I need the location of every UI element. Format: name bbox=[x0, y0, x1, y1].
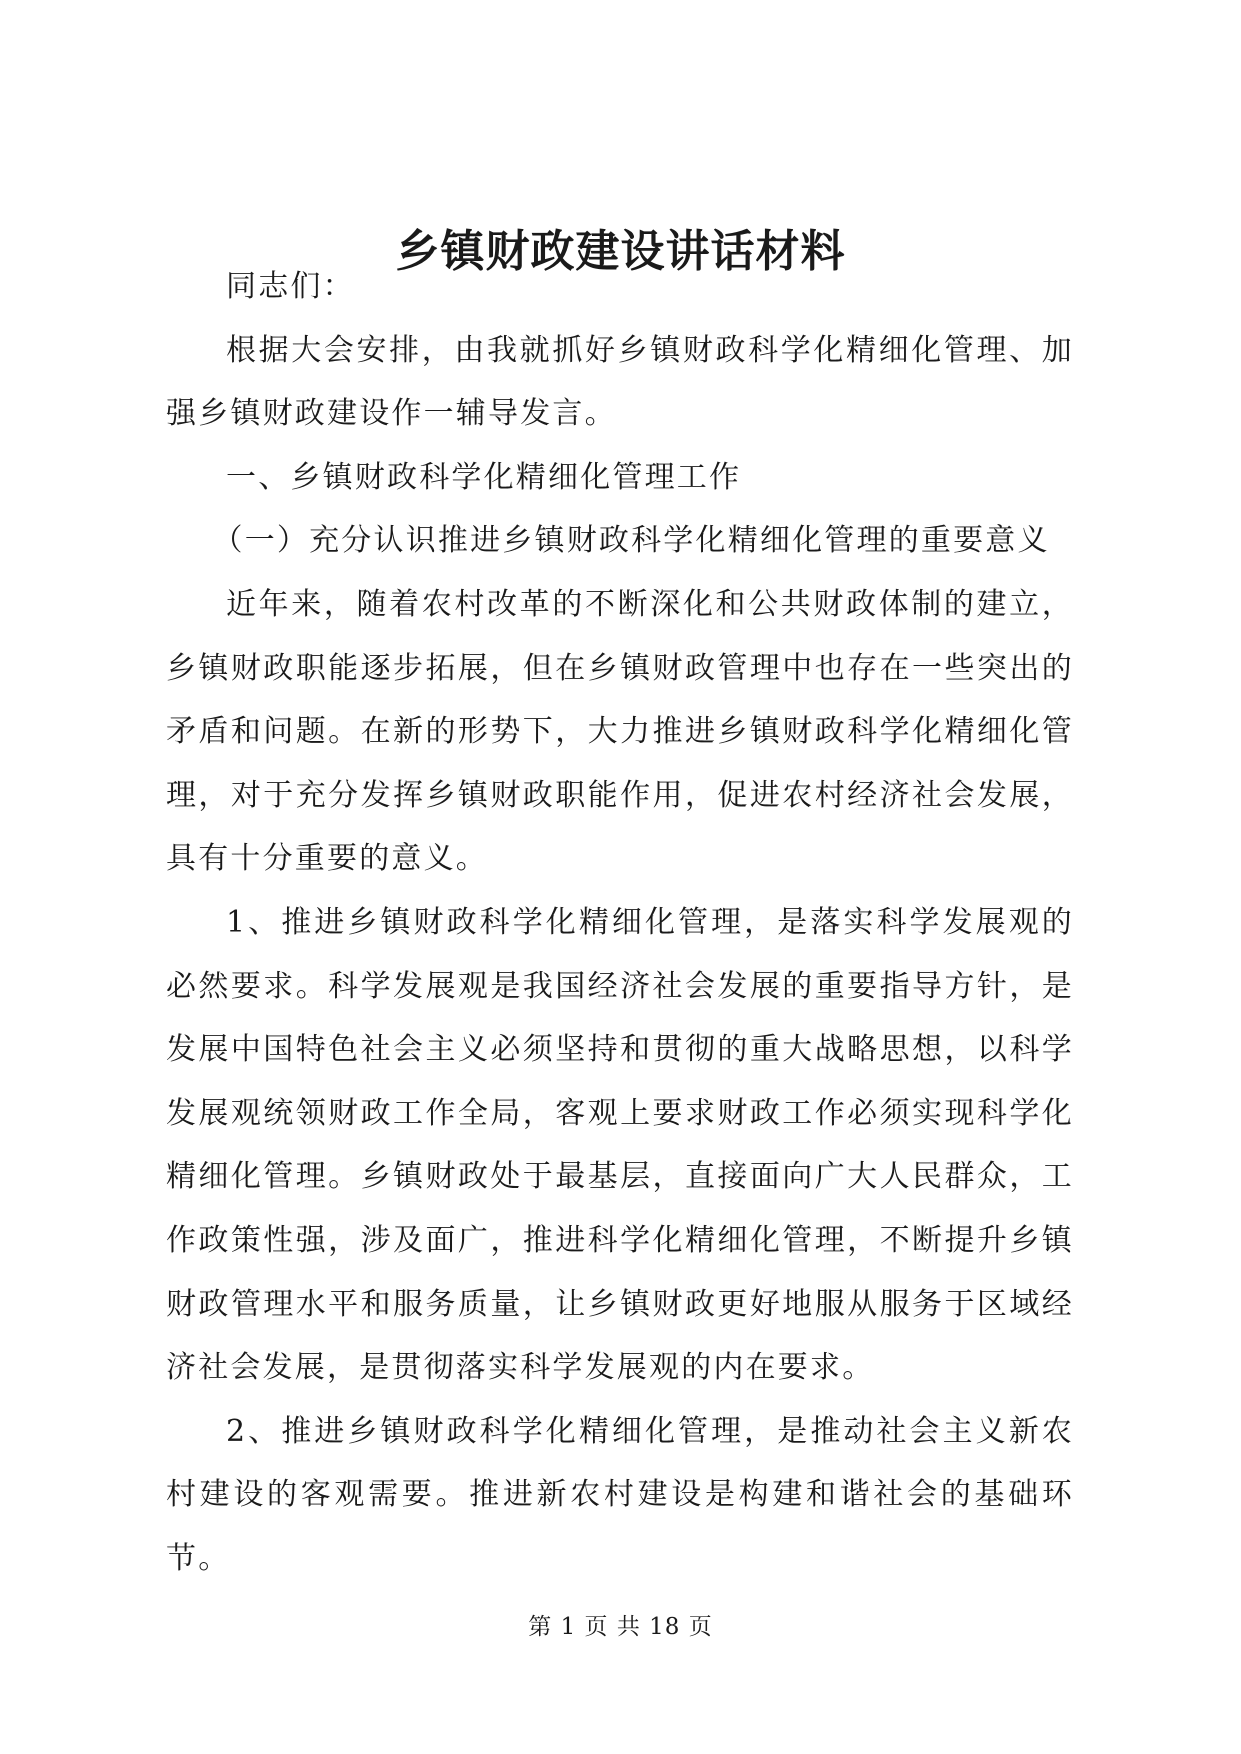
section-heading-1: 一、乡镇财政科学化精细化管理工作 bbox=[226, 459, 742, 495]
paragraph-background: 近年来，随着农村改革的不断深化和公共财政体制的建立，乡镇财政职能逐步拓展，但在乡镇财政管理中也存在一些突出的矛盾和问题。在新的形势下，大力推进乡镇财政科学化精细化管理，对于充分发挥乡镇财政职能作用，促进农村经济社会发展，具有十分重要的意义。 bbox=[166, 586, 1074, 877]
document-title: 乡镇财政建设讲话材料 bbox=[395, 226, 846, 277]
page-footer: 第 1 页 共 18 页 bbox=[528, 1614, 713, 1640]
paragraph-intro: 根据大会安排，由我就抓好乡镇财政科学化精细化管理、加强乡镇财政建设作一辅导发言。 bbox=[166, 332, 1074, 432]
document-body bbox=[166, 255, 1074, 1590]
subsection-heading-1: （一）充分认识推进乡镇财政科学化精细化管理的重要意义 bbox=[212, 523, 1050, 559]
paragraph-point-2: 2、推进乡镇财政科学化精细化管理，是推动社会主义新农村建设的客观需要。推进新农村建设是构建和谐社会的基础环节。 bbox=[166, 1413, 1074, 1576]
salutation: 同志们： bbox=[226, 269, 355, 304]
paragraph-point-1: 1、推进乡镇财政科学化精细化管理，是落实科学发展观的必然要求。科学发展观是我国经济社会发展的重要指导方针，是发展中国特色社会主义必须坚持和贯彻的重大战略思想，以科学发展观统领财政工作全局，客观上要求财政工作必须实现科学化精细化管理。乡镇财政处于最基层，直接面向广大人民群众，工作政策性强，涉及面广，推进科学化精细化管理，不断提升乡镇财政管理水平和服务质量，让乡镇财政更好地服从服务于区域经济社会发展，是贯彻落实科学发展观的内在要求。 bbox=[166, 904, 1074, 1386]
